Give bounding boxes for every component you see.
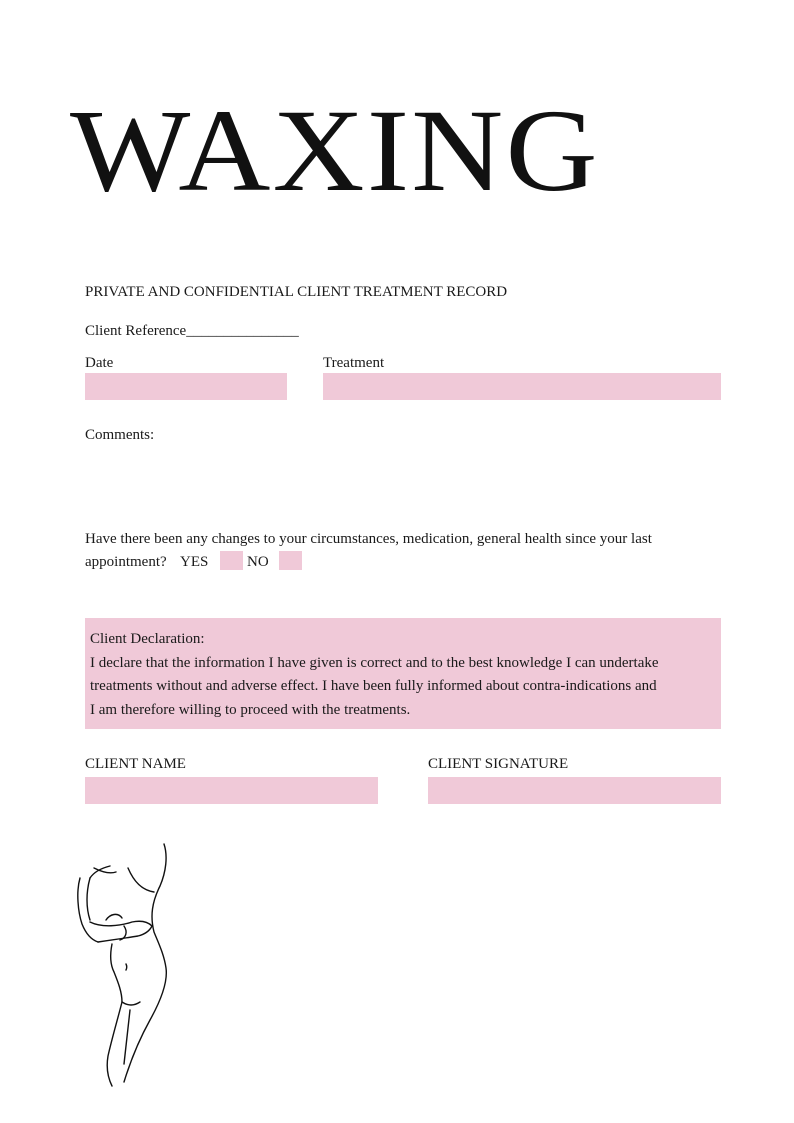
declaration-line: I am therefore willing to proceed with the treatments. [90, 701, 411, 718]
health-question-line2: appointment? [85, 554, 167, 570]
comments-label: Comments: [85, 427, 155, 443]
no-label: NO [247, 554, 269, 570]
client-declaration-box [85, 618, 721, 729]
health-question-line1: Have there been any changes to your circumstances, medication, general health since your last [85, 531, 652, 547]
declaration-line: treatments without and adverse effect. I have been fully informed about contra-indications and [90, 678, 657, 694]
page-title: WAXING [70, 85, 600, 216]
date-field[interactable] [85, 373, 287, 400]
date-label: Date [85, 355, 114, 371]
treatment-label: Treatment [323, 355, 385, 371]
client-reference-label: Client Reference_______________ [85, 323, 299, 339]
yes-checkbox[interactable] [220, 551, 243, 570]
no-checkbox[interactable] [279, 551, 302, 570]
comments-area[interactable] [85, 446, 721, 516]
client-name-field[interactable] [85, 777, 378, 804]
client-signature-field[interactable] [428, 777, 721, 804]
record-subtitle: PRIVATE AND CONFIDENTIAL CLIENT TREATMENT RECORD [85, 284, 508, 300]
declaration-line: I declare that the information I have given is correct and to the best knowledge I can undertake [90, 654, 659, 671]
client-name-label: CLIENT NAME [85, 756, 186, 772]
yes-label: YES [180, 554, 209, 570]
declaration-heading: Client Declaration: [90, 631, 205, 647]
female-figure-line-art-icon [72, 842, 182, 1096]
treatment-field[interactable] [323, 373, 721, 400]
client-signature-label: CLIENT SIGNATURE [428, 756, 569, 772]
